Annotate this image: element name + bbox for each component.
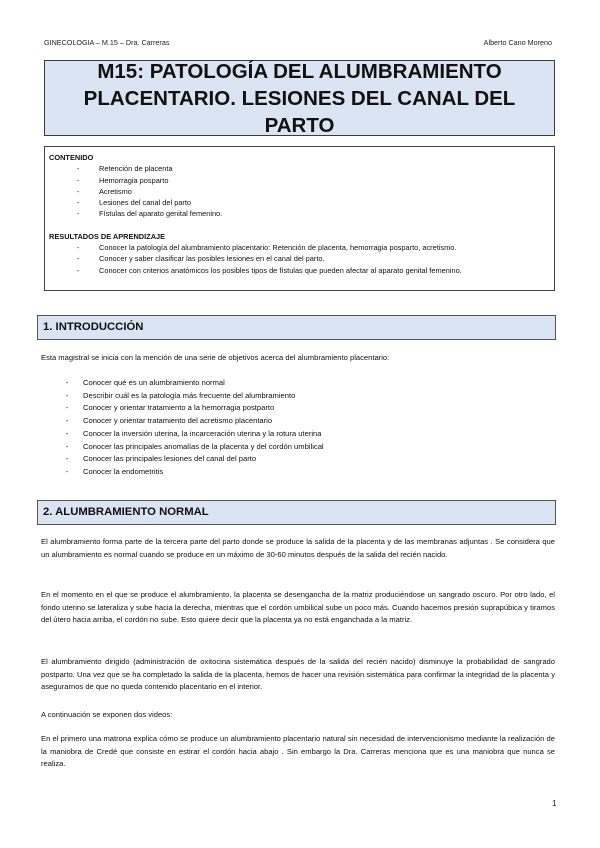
list-dash: - bbox=[76, 254, 80, 264]
list-dash: - bbox=[65, 428, 69, 438]
list-item-text: Conocer qué es un alumbramiento normal bbox=[83, 378, 225, 387]
paragraph-5: En el primero una matrona explica cómo se produce un alumbramiento placentario natural sin necesidad de intervencionismo mediante la realización de la maniobra de Credé que consiste en estirar el cordón hacia abajo . Sin embargo la Dra. Carreras menciona que es una maniobra que nunca se realiza. bbox=[41, 734, 555, 768]
list-item-text: Conocer y orientar tratamiento a la hemorragia postparto bbox=[83, 403, 275, 413]
list-item bbox=[41, 415, 555, 428]
list-item bbox=[49, 265, 550, 276]
list-dash: - bbox=[76, 209, 80, 219]
title-box bbox=[44, 60, 555, 136]
header-right: Alberto Cano Moreno bbox=[483, 38, 552, 47]
list-item bbox=[49, 163, 550, 174]
paragraph-2: En el momento en el que se produce el alumbramiento, la placenta se desengancha de la matriz produciéndose un sangrado oscuro. Por otro lado, el fondo uterino se lateraliza y sube hacia la derecha, mientras que el cordón umbilical sube un poco más. Cuando hacemos presión suprapúbica y tiramos del útero hacia arriba, el cordón no sube. Esto quiere decir que la placenta ya no está enganchada a la matriz. bbox=[41, 590, 555, 624]
section-heading-alumbramiento-normal: 2. ALUMBRAMIENTO NORMAL bbox=[37, 500, 556, 525]
list-dash: - bbox=[65, 390, 69, 400]
list-dash: - bbox=[65, 378, 69, 387]
list-item bbox=[41, 390, 555, 403]
contenido-list bbox=[49, 163, 550, 219]
list-item bbox=[41, 377, 555, 390]
objectives-list bbox=[41, 377, 555, 479]
list-item-text: Conocer con criterios anatómicos los posibles tipos de fístulas que pueden afectar al aparato genital femenino. bbox=[99, 265, 462, 275]
list-item-text: Conocer la patología del alumbramiento placentario: Retención de placenta, hemorragia posparto, acretismo. bbox=[99, 243, 457, 253]
list-dash: - bbox=[76, 243, 80, 253]
list-item bbox=[49, 186, 550, 197]
list-item-text: Retención de placenta bbox=[99, 164, 173, 174]
list-item bbox=[49, 197, 550, 208]
list-dash: - bbox=[76, 265, 80, 275]
list-dash: - bbox=[65, 441, 69, 451]
list-item-text: Conocer y orientar tratamiento del acretismo placentario bbox=[83, 416, 273, 426]
list-item bbox=[49, 208, 550, 219]
list-dash: - bbox=[65, 403, 69, 413]
list-item bbox=[41, 466, 555, 479]
intro-paragraph: Esta magistral se inicia con la mención de una serie de objetivos acerca del alumbramiento placentario: bbox=[41, 353, 390, 362]
list-dash: - bbox=[76, 175, 80, 185]
list-dash: - bbox=[76, 198, 80, 208]
contents-box bbox=[44, 146, 555, 291]
list-item-text: Acretismo bbox=[99, 186, 132, 196]
list-item-text: Hemorragia posparto bbox=[99, 175, 169, 185]
paragraph-1: El alumbramiento forma parte de la tercera parte del parto donde se produce la salida de la placenta y de las membranas adjuntas . Se considera que un alumbramiento es normal cuando se produce en un máximo de 30-60 minutos después de la salida del recién nacido. bbox=[41, 537, 555, 559]
list-dash: - bbox=[65, 466, 69, 476]
list-item-text: Lesiones del canal del parto bbox=[99, 198, 192, 208]
resultados-list bbox=[49, 242, 550, 276]
list-item bbox=[49, 242, 550, 253]
page-title: M15: PATOLOGÍA DEL ALUMBRAMIENTO PLACENTARIO. LESIONES DEL CANAL DEL PARTO bbox=[83, 59, 516, 137]
list-item bbox=[41, 402, 555, 415]
list-item-text: Conocer y saber clasificar las posibles lesiones en el canal del parto. bbox=[99, 254, 325, 264]
paragraph-4: A continuación se exponen dos videos: bbox=[41, 710, 173, 719]
list-dash: - bbox=[76, 164, 80, 174]
list-item-text: Fístulas del aparato genital femenino. bbox=[99, 209, 223, 219]
list-item bbox=[41, 453, 555, 466]
list-item-text: Conocer la endometritis bbox=[83, 466, 164, 476]
list-item-text: Conocer las principales lesiones del canal del parto bbox=[83, 454, 257, 464]
contenido-label: CONTENIDO bbox=[49, 153, 94, 162]
list-item-text: Describir cuál es la patología más frecuente del alumbramiento bbox=[83, 390, 296, 400]
page-number: 1 bbox=[552, 799, 557, 808]
list-item bbox=[41, 441, 555, 454]
list-item bbox=[49, 175, 550, 186]
list-item-text: Conocer la inversión uterina, la incarceración uterina y la rotura uterina bbox=[83, 428, 322, 438]
list-item bbox=[41, 428, 555, 441]
section-heading-introduccion: 1. INTRODUCCIÓN bbox=[37, 315, 556, 340]
list-item-text: Conocer las principales anomalías de la placenta y del cordón umbilical bbox=[83, 441, 324, 451]
paragraph-3: El alumbramiento dirigido (administración de oxitocina sistemática después de la salida del recién nacido) disminuye la probabilidad de sangrado postparto. Una vez que se ha completado la salida de la placenta, hemos de hacer una revisión sistemática para confirmar la integridad de la placenta y asegurarnos de que no queda contenido placentario en el interior. bbox=[41, 657, 555, 691]
header-left: GINECOLOGIA – M.15 – Dra. Carreras bbox=[44, 38, 170, 47]
resultados-label: RESULTADOS DE APRENDIZAJE bbox=[49, 231, 166, 241]
list-dash: - bbox=[65, 454, 69, 464]
list-dash: - bbox=[76, 186, 80, 196]
list-dash: - bbox=[65, 416, 69, 426]
list-item bbox=[49, 253, 550, 264]
